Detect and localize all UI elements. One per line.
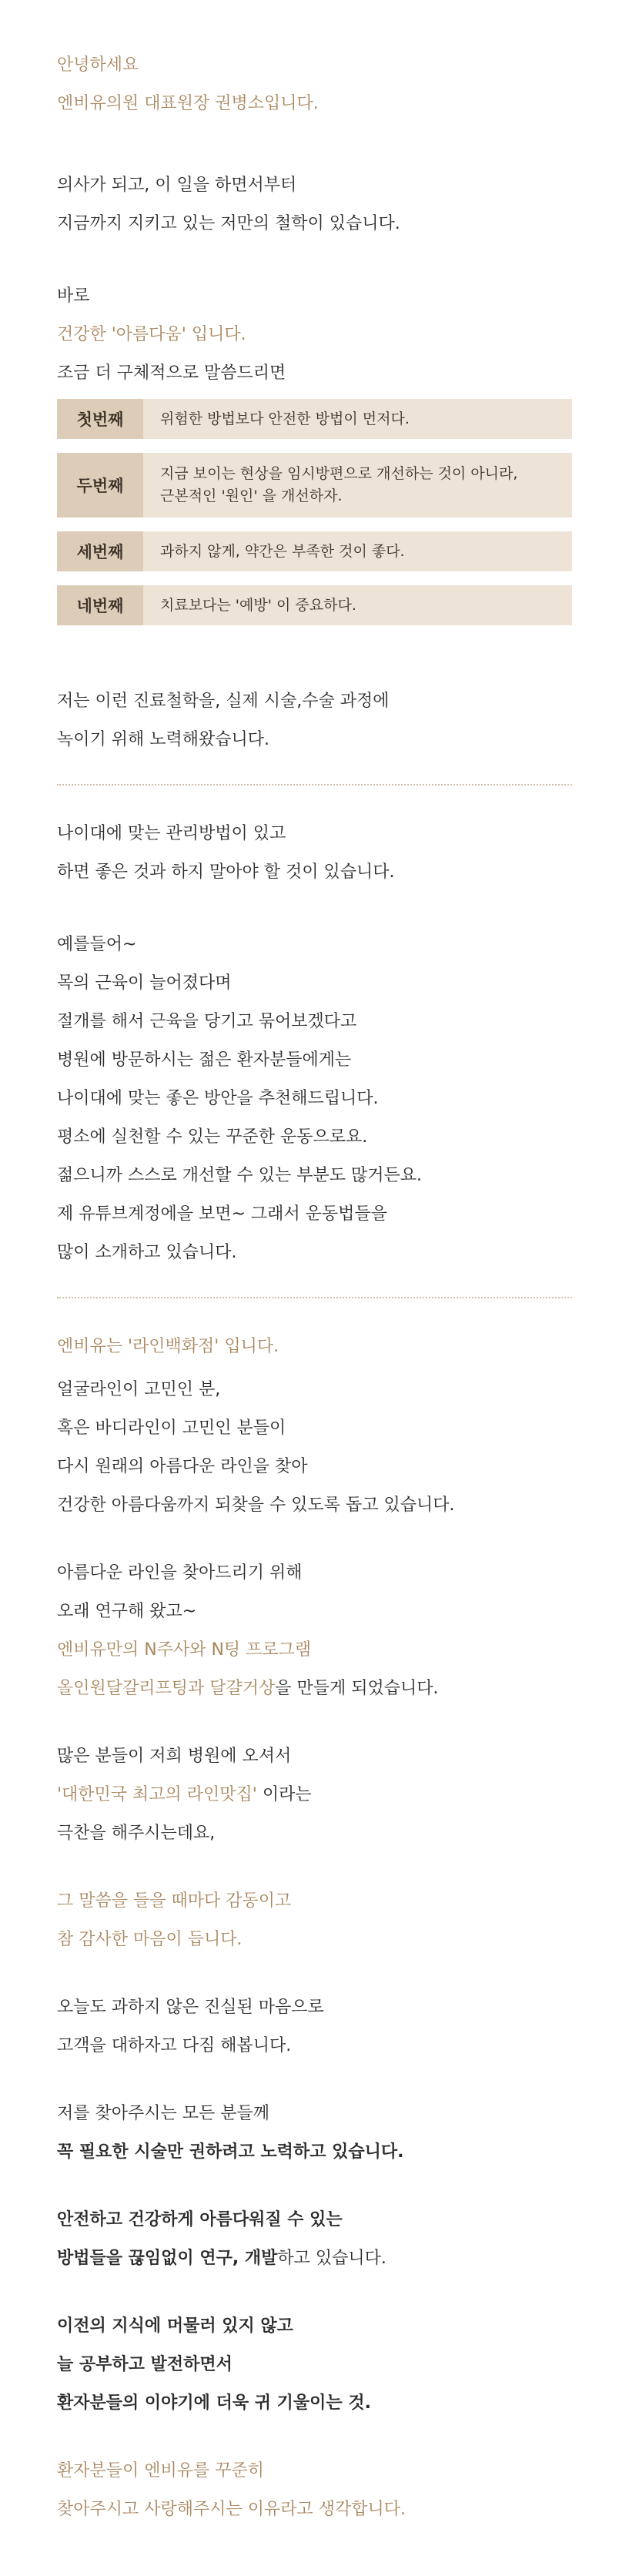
principle-tag: 두번째: [57, 453, 143, 518]
praise-quote: '대한민국 최고의 라인맛집': [57, 1785, 257, 1804]
effort-line-2: 녹이기 위해 노력해왔습니다.: [57, 730, 270, 749]
line-section-p6: 저를 찾아주시는 모든 분들께: [57, 2104, 270, 2123]
line-section-p5: 오늘도 과하지 않은 진실된 마음으로: [57, 1998, 324, 2017]
line-section-p1: 건강한 아름다움까지 되찾을 수 있도록 돕고 있습니다.: [57, 1496, 455, 1515]
keyword-highlight: 건강한 '아름다움' 입니다.: [57, 325, 246, 344]
praise-rest: 이라는: [256, 1785, 312, 1804]
principle-row: [57, 399, 572, 439]
philosophy-intro-line-1: 의사가 되고, 이 일을 하면서부터: [57, 176, 297, 195]
section-divider: [57, 784, 572, 786]
age-section-line: 하면 좋은 것과 하지 말아야 할 것이 있습니다.: [57, 863, 395, 882]
gratitude-line: 참 감사한 마음이 듭니다.: [57, 1930, 243, 1949]
principles-list: [57, 399, 572, 625]
principle-text-line: 치료보다는 '예방' 이 중요하다.: [160, 596, 356, 614]
line-section-p7: 안전하고 건강하게 아름다워질 수 있는: [57, 2210, 343, 2229]
principle-text-line: 근본적인 '원인' 을 개선하자.: [160, 487, 343, 504]
example-line: 예를들어~: [57, 935, 137, 954]
principle-tag: 세번째: [57, 531, 143, 571]
line-section-p3: 극찬을 해주시는데요,: [57, 1824, 216, 1843]
line-section-title: 엔비유는 '라인백화점' 입니다.: [57, 1337, 279, 1356]
age-section-line: 나이대에 맞는 관리방법이 있고: [57, 824, 286, 843]
research-bold: 방법들을 끊임없이 연구, 개발: [57, 2249, 278, 2268]
program-names: 엔비유만의 N주사와 N팅 프로그램: [57, 1640, 312, 1660]
philosophy-intro-line-2: 지금까지 지키고 있는 저만의 철학이 있습니다.: [57, 214, 400, 233]
praise-line: [57, 1776, 572, 1814]
principle-text-line: 지금 보이는 현상을 임시방편으로 개선하는 것이 아니라,: [160, 465, 518, 482]
example-line: 나이대에 맞는 좋은 방안을 추천해드립니다.: [57, 1089, 379, 1108]
principle-text: [143, 399, 427, 439]
example-line: 젊으니까 스스로 개선할 수 있는 부분도 많거든요.: [57, 1166, 422, 1185]
research-rest: 하고 있습니다.: [277, 2249, 386, 2268]
principle-row: [57, 453, 572, 518]
principle-tag: 네번째: [57, 585, 143, 625]
doctor-introduction: 엔비유의원 대표원장 권병소입니다.: [57, 94, 319, 113]
line-section-p6-bold: 꼭 필요한 시술만 권하려고 노력하고 있습니다.: [57, 2142, 404, 2162]
lifting-programs-rest: 을 만들게 되었습니다.: [275, 1679, 439, 1698]
lifting-program-names: 올인원달갈리프팅과 달걀거상: [57, 1679, 276, 1698]
example-line: 목의 근육이 늘어졌다며: [57, 973, 232, 993]
line-section-p2: 아름다운 라인을 찾아드리기 위해: [57, 1563, 303, 1583]
principle-text: [143, 531, 422, 571]
line-section-p5: 고객을 대하자고 다짐 해봅니다.: [57, 2036, 292, 2055]
research-line: [57, 2239, 572, 2278]
line-section-p2: 오래 연구해 왔고~: [57, 1602, 197, 1621]
example-line: 많이 소개하고 있습니다.: [57, 1243, 237, 1262]
effort-line-1: 저는 이런 진료철학을, 실제 시술,수술 과정에: [57, 692, 390, 711]
greeting-line: 안녕하세요: [57, 55, 139, 75]
principle-text-line: 과하지 않게, 약간은 부족한 것이 좋다.: [160, 542, 405, 560]
example-line: 병원에 방문하시는 젊은 환자분들에게는: [57, 1050, 352, 1070]
line-section-p8: 환자분들의 이야기에 더욱 귀 기울이는 것.: [57, 2393, 371, 2413]
line-section-p1: 얼굴라인이 고민인 분,: [57, 1380, 221, 1399]
keyword-line-3: 조금 더 구체적으로 말씀드리면: [57, 363, 286, 383]
principle-row: [57, 531, 572, 571]
principle-tag: 첫번째: [57, 399, 143, 439]
line-section-p8: 늘 공부하고 발전하면서: [57, 2355, 233, 2374]
principle-text-line: 위험한 방법보다 안전한 방법이 먼저다.: [160, 410, 410, 427]
section-divider: [57, 1297, 572, 1298]
gratitude-line: 그 말씀을 들을 때마다 감동이고: [57, 1891, 292, 1911]
keyword-line-1: 바로: [57, 286, 90, 306]
example-line: 평소에 실천할 수 있는 꾸준한 운동으로요.: [57, 1127, 368, 1147]
line-section-p1: 혹은 바디라인이 고민인 분들이: [57, 1419, 286, 1438]
lifting-programs-line: [57, 1670, 572, 1708]
line-section-p3: 많은 분들이 저희 병원에 오셔서: [57, 1747, 292, 1766]
closing-line: 찾아주시고 사랑해주시는 이유라고 생각합니다.: [57, 2500, 407, 2519]
line-section-p1: 다시 원래의 아름다운 라인을 찾아: [57, 1457, 308, 1476]
principle-row: [57, 585, 572, 625]
principle-text: [143, 453, 534, 518]
line-section-p8: 이전의 지식에 머물러 있지 않고: [57, 2316, 293, 2336]
principle-text: [143, 585, 373, 625]
example-line: 절개를 해서 근육을 당기고 묶어보겠다고: [57, 1012, 357, 1031]
closing-line: 환자분들이 엔비유를 꾸준히: [57, 2461, 265, 2481]
example-line: 제 유튜브계정에을 보면~ 그래서 운동법들을: [57, 1204, 387, 1224]
